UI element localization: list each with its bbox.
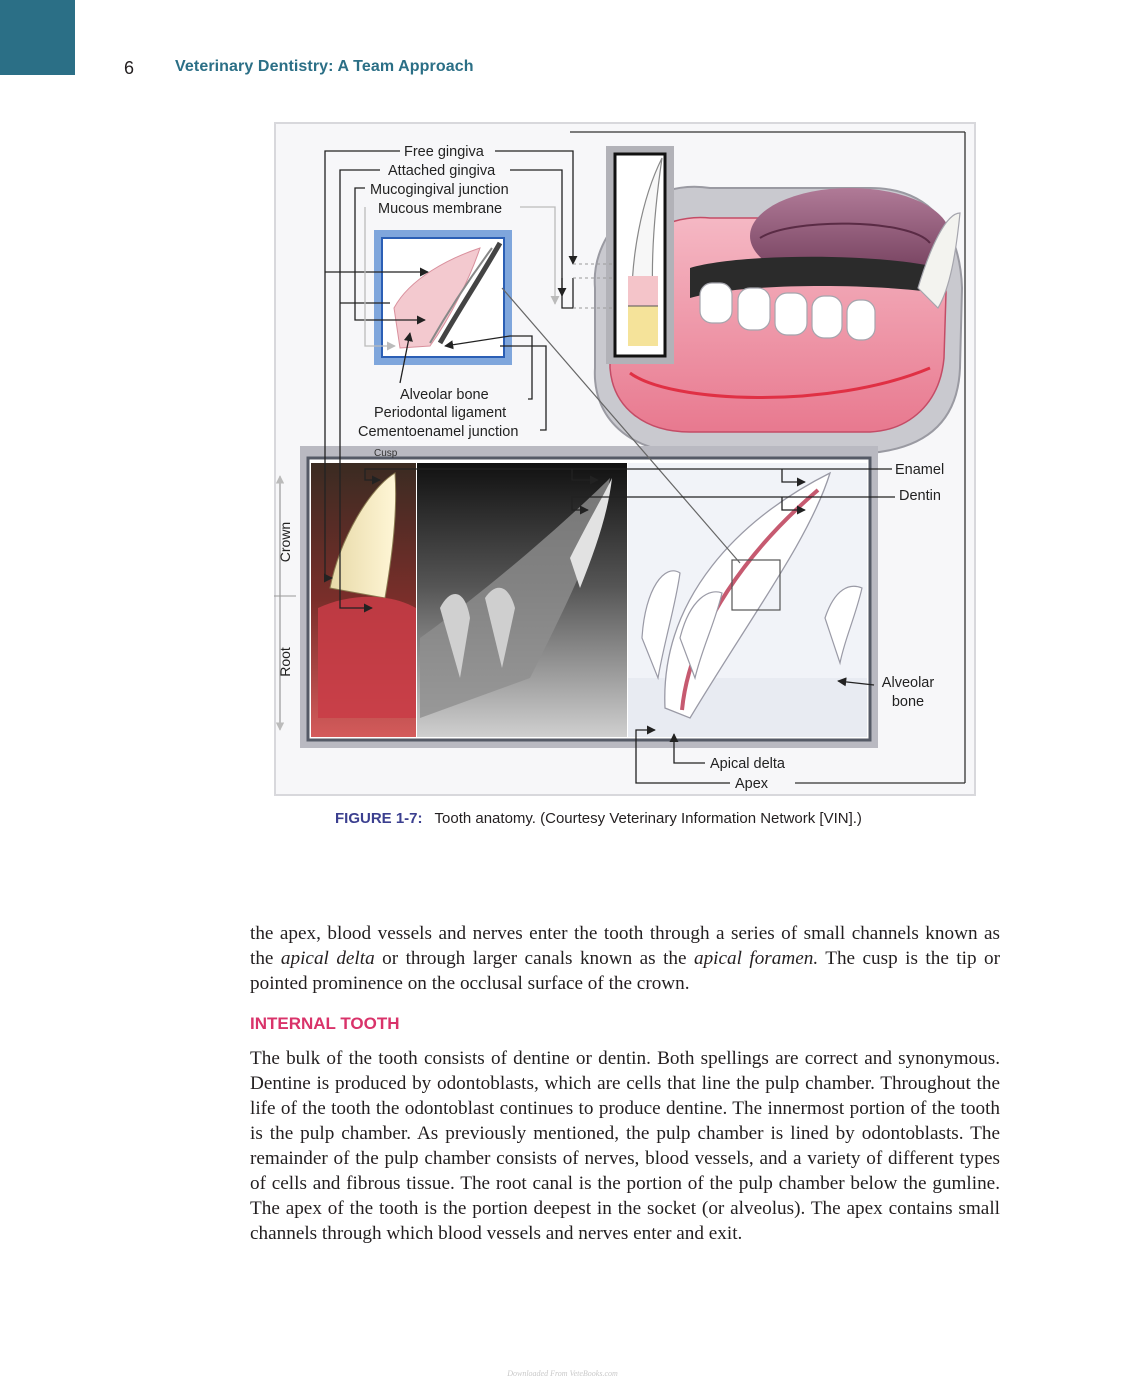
label-apex: Apex [735, 776, 769, 792]
label-alveolar-line2: bone [891, 694, 925, 710]
running-title: Veterinary Dentistry: A Team Approach [175, 58, 474, 75]
tooth-anatomy-illustration [270, 118, 980, 798]
footer-watermark: Downloaded From VeteBooks.com [507, 1369, 618, 1378]
page-number: 6 [124, 58, 135, 78]
figure-caption-text: Tooth anatomy. (Courtesy Veterinary Information Network [VIN].) [434, 810, 862, 827]
corner-color-block [0, 0, 75, 75]
gingiva-inset [374, 230, 512, 365]
figure-caption [335, 810, 862, 827]
section-heading: INTERNAL TOOTH [250, 1014, 400, 1033]
tooth-anatomy-figure [270, 118, 980, 798]
label-enamel: Enamel [895, 462, 945, 478]
p1-text-a: the apex, blood vessels and nerves enter the tooth through a series of small channels known as the [250, 923, 1000, 969]
label-free-gingiva: Free gingiva [404, 144, 484, 160]
label-cusp: Cusp [374, 448, 398, 459]
label-periodontal-ligament: Periodontal ligament [374, 405, 507, 421]
label-mucogingival-junction: Mucogingival junction [370, 182, 509, 198]
label-alveolar-line1: Alveolar [881, 675, 935, 691]
label-cementoenamel-junction: Cementoenamel junction [358, 424, 519, 440]
term-apical-foramen: apical foramen. [693, 948, 819, 969]
p1-text-c: The cusp is the tip or pointed prominence on the occlusal surface of the crown. [250, 948, 1000, 994]
label-apical-delta: Apical delta [710, 756, 785, 772]
label-mucous-membrane: Mucous membrane [378, 201, 503, 217]
crown-label: Crown [277, 521, 293, 563]
paragraph-internal-tooth: The bulk of the tooth consists of dentine or dentin. Both spellings are correct and synonymous. Dentine is produced by odontoblasts, which are cells that line the pulp chamber. Throughout the life of the tooth the odontoblast continues to produce dentine. The innermost portion of the tooth is the pulp chamber. As previously mentioned, the pulp chamber is lined by odontoblasts. The remainder of the pulp chamber consists of nerves, blood vessels, and a variety of different types of cells and fibrous tissue. The root canal is the portion of the pulp chamber below the gumline. The apex of the tooth is the portion deepest in the socket (or alveolus). The apex contains small channels through which blood vessels and nerves enter and exit. [250, 1048, 1000, 1244]
label-alveolar-bone-top: Alveolar bone [400, 387, 489, 403]
term-apical-delta: apical delta [280, 948, 375, 969]
paragraph-apex [250, 921, 1000, 996]
root-label: Root [277, 647, 293, 677]
p1-text-b: or through larger canals known as the [374, 948, 694, 969]
label-dentin: Dentin [899, 488, 941, 504]
figure-number: FIGURE 1-7: [335, 810, 423, 827]
label-attached-gingiva: Attached gingiva [388, 163, 496, 179]
